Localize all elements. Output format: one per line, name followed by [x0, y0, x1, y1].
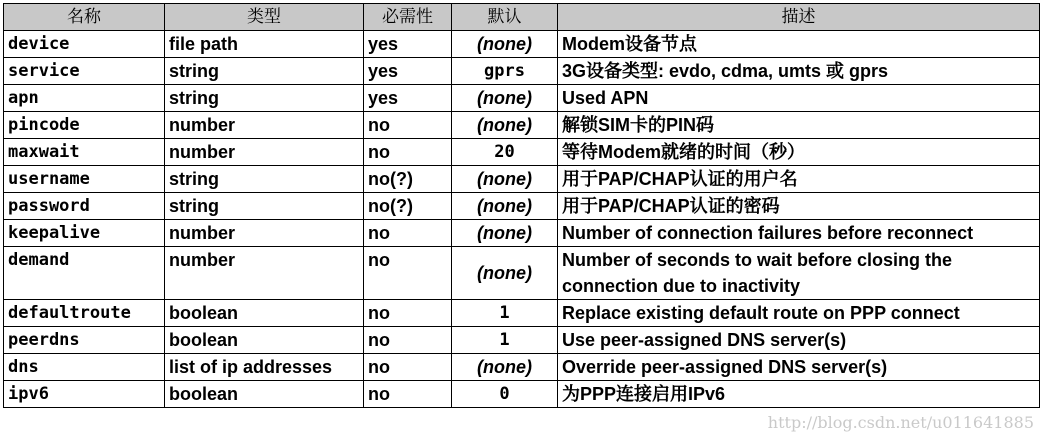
- option-name: device: [4, 31, 165, 58]
- option-default: 1: [452, 300, 558, 327]
- option-type: boolean: [165, 381, 364, 408]
- option-name: username: [4, 166, 165, 193]
- option-type: boolean: [165, 300, 364, 327]
- watermark: http://blog.csdn.net/u011641885: [767, 413, 1034, 432]
- table-row: [4, 85, 1040, 112]
- option-type: number: [165, 112, 364, 139]
- table-row: [4, 247, 1040, 300]
- option-type: string: [165, 166, 364, 193]
- header-name: 名称: [4, 4, 165, 31]
- option-name: dns: [4, 354, 165, 381]
- table-row: [4, 381, 1040, 408]
- option-name: pincode: [4, 112, 165, 139]
- header-required: 必需性: [364, 4, 452, 31]
- table-row: [4, 139, 1040, 166]
- option-required: no: [364, 112, 452, 139]
- option-default: (none): [452, 220, 558, 247]
- option-required: no(?): [364, 193, 452, 220]
- option-type: list of ip addresses: [165, 354, 364, 381]
- option-default: (none): [452, 193, 558, 220]
- option-description: Number of seconds to wait before closing the connection due to inactivity: [558, 247, 1040, 300]
- header-row: [4, 4, 1040, 31]
- option-default: (none): [452, 31, 558, 58]
- option-required: no: [364, 220, 452, 247]
- option-description: Override peer-assigned DNS server(s): [558, 354, 1040, 381]
- option-default: 20: [452, 139, 558, 166]
- option-description: 等待Modem就绪的时间（秒）: [558, 139, 1040, 166]
- option-required: no: [364, 139, 452, 166]
- option-default: (none): [452, 85, 558, 112]
- option-description: Use peer-assigned DNS server(s): [558, 327, 1040, 354]
- option-type: boolean: [165, 327, 364, 354]
- option-type: string: [165, 85, 364, 112]
- table-row: [4, 220, 1040, 247]
- table-row: [4, 300, 1040, 327]
- option-name: service: [4, 58, 165, 85]
- table-row: [4, 58, 1040, 85]
- table-row: [4, 354, 1040, 381]
- option-type: number: [165, 247, 364, 300]
- option-required: no: [364, 247, 452, 300]
- option-required: yes: [364, 58, 452, 85]
- option-required: no: [364, 381, 452, 408]
- option-description: Number of connection failures before reconnect: [558, 220, 1040, 247]
- option-name: demand: [4, 247, 165, 300]
- option-description: 为PPP连接启用IPv6: [558, 381, 1040, 408]
- option-required: no(?): [364, 166, 452, 193]
- option-type: string: [165, 58, 364, 85]
- option-description: Modem设备节点: [558, 31, 1040, 58]
- option-name: keepalive: [4, 220, 165, 247]
- option-type: number: [165, 220, 364, 247]
- option-type: number: [165, 139, 364, 166]
- option-required: yes: [364, 31, 452, 58]
- option-required: yes: [364, 85, 452, 112]
- option-default: (none): [452, 247, 558, 300]
- table-row: [4, 193, 1040, 220]
- ppp-options-table: [3, 3, 1040, 408]
- option-name: defaultroute: [4, 300, 165, 327]
- table-row: [4, 31, 1040, 58]
- table-row: [4, 327, 1040, 354]
- option-default: (none): [452, 354, 558, 381]
- table-row: [4, 112, 1040, 139]
- option-description: Used APN: [558, 85, 1040, 112]
- option-type: string: [165, 193, 364, 220]
- option-description: 3G设备类型: evdo, cdma, umts 或 gprs: [558, 58, 1040, 85]
- option-name: maxwait: [4, 139, 165, 166]
- option-default: (none): [452, 112, 558, 139]
- option-description: 用于PAP/CHAP认证的密码: [558, 193, 1040, 220]
- option-name: password: [4, 193, 165, 220]
- option-name: apn: [4, 85, 165, 112]
- option-description: Replace existing default route on PPP connect: [558, 300, 1040, 327]
- option-default: 0: [452, 381, 558, 408]
- option-default: (none): [452, 166, 558, 193]
- option-required: no: [364, 354, 452, 381]
- option-type: file path: [165, 31, 364, 58]
- option-required: no: [364, 327, 452, 354]
- option-default: gprs: [452, 58, 558, 85]
- option-description: 解锁SIM卡的PIN码: [558, 112, 1040, 139]
- table-row: [4, 166, 1040, 193]
- header-type: 类型: [165, 4, 364, 31]
- header-description: 描述: [558, 4, 1040, 31]
- option-default: 1: [452, 327, 558, 354]
- header-default: 默认: [452, 4, 558, 31]
- option-required: no: [364, 300, 452, 327]
- option-name: ipv6: [4, 381, 165, 408]
- option-description: 用于PAP/CHAP认证的用户名: [558, 166, 1040, 193]
- option-name: peerdns: [4, 327, 165, 354]
